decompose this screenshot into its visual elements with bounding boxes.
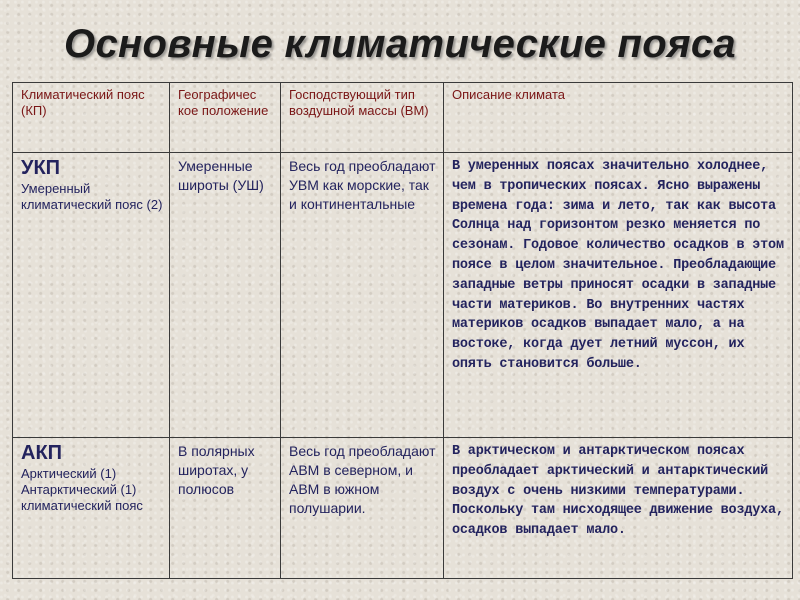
position-cell: Умеренные широты (УШ) — [170, 153, 281, 438]
description-cell: В арктическом и антарктическом поясах преобладает арктический и антарктический воздух с очень низкими температурами. Поскольку там нисходящее движение воздуха, осадков выпадает мало. — [444, 438, 793, 579]
zone-abbreviation: УКП — [21, 157, 61, 179]
table-header-row — [13, 83, 793, 153]
header-air-mass: Господствующий тип воздушной массы (ВМ) — [281, 83, 444, 153]
description-cell: В умеренных поясах значительно холоднее, чем в тропических поясах. Ясно выражены времена года: зима и лето, так как высота Солнца над горизонтом резко меняется по сезонам. Годовое количество осадков в этом поясе в целом значительное. Преобладающие западные ветры приносят осадки в западные части материков. Во внутренних частях материков осадков выпадает мало, а на востоке, когда дует летний муссон, их опять становится больше. — [444, 153, 793, 438]
zone-abbreviation: АКП — [21, 442, 63, 464]
zone-name: Арктический (1) Антарктический (1) климатический пояс — [21, 466, 143, 513]
position-cell: В полярных широтах, у полюсов — [170, 438, 281, 579]
header-position: Географичес кое положение — [170, 83, 281, 153]
air-mass-cell: Весь год преобладают УВМ как морские, так и континентальные — [281, 153, 444, 438]
zone-name: Умеренный климатический пояс (2) — [21, 181, 163, 212]
page-title: Основные климатические пояса — [64, 22, 736, 66]
header-zone: Климатический пояс (КП) — [13, 83, 170, 153]
table-row — [13, 438, 793, 579]
air-mass-cell: Весь год преобладают АВМ в северном, и АВМ в южном полушарии. — [281, 438, 444, 579]
zone-cell — [13, 153, 170, 438]
zone-cell — [13, 438, 170, 579]
header-description: Описание климата — [444, 83, 793, 153]
climate-table — [12, 82, 793, 579]
table-row — [13, 153, 793, 438]
